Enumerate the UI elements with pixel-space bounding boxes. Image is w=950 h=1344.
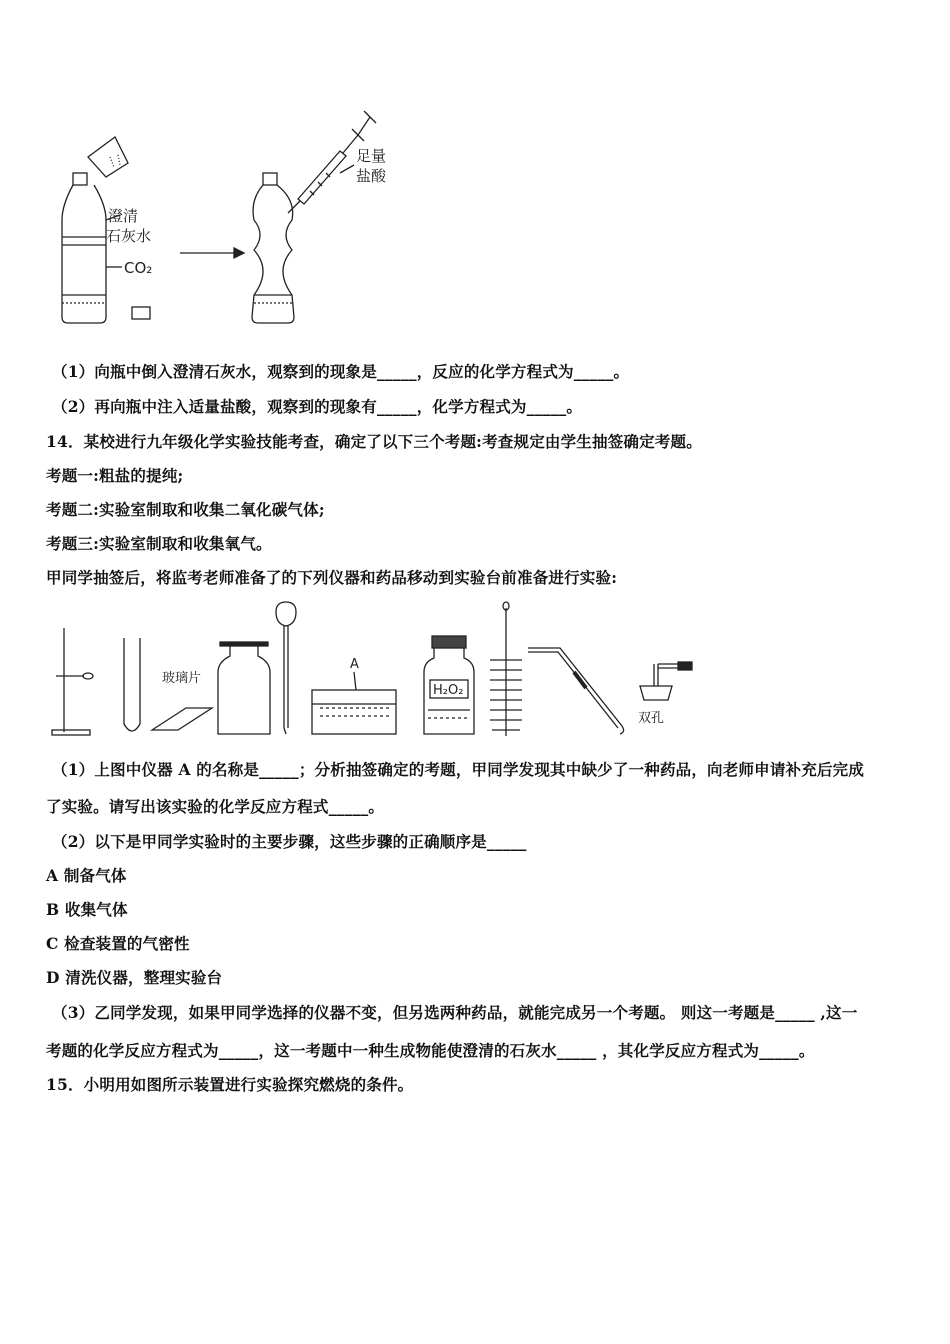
co2-bottle-experiment-figure bbox=[40, 95, 410, 335]
test-tube-brush-icon bbox=[490, 602, 522, 736]
beaker-icon bbox=[88, 137, 128, 177]
double-hole-label: 双孔 bbox=[638, 711, 665, 726]
q14-part1-line1: （1）上图中仪器 A 的名称是_____；分析抽签确定的考题，甲同学发现其中缺少了一种药品，向老师申请补充后完成 bbox=[52, 760, 865, 779]
q14-step-c: C 检查装置的气密性 bbox=[46, 934, 190, 953]
q14-step-b: B 收集气体 bbox=[46, 900, 128, 919]
h2o2-label: H₂O₂ bbox=[433, 683, 464, 698]
arrow-right-icon bbox=[234, 248, 244, 258]
q14-step-d: D 清洗仪器，整理实验台 bbox=[46, 968, 223, 987]
q14-topic2: 考题二:实验室制取和收集二氧化碳气体; bbox=[46, 500, 325, 519]
q14-part1-line2: 了实验。请写出该实验的化学反应方程式_____。 bbox=[46, 797, 385, 816]
q14-part2: （2）以下是甲同学实验时的主要步骤，这些步骤的正确顺序是_____ bbox=[52, 832, 527, 851]
bottle-cap-icon bbox=[132, 307, 150, 319]
limewater-label-2: 石灰水 bbox=[106, 227, 152, 245]
funnel-icon bbox=[276, 602, 296, 734]
q15-stem: 15．小明用如图所示装置进行实验探究燃烧的条件。 bbox=[46, 1075, 414, 1094]
crushed-bottle-icon bbox=[252, 173, 294, 323]
plastic-bottle-icon bbox=[62, 173, 106, 323]
q14-part3-line2: 考题的化学反应方程式为_____，这一考题中一种生成物能使澄清的石灰水_____ ，其化学反应方程式为_____。 bbox=[46, 1041, 815, 1060]
apparatus-figure bbox=[40, 600, 720, 745]
test-tube-icon bbox=[124, 638, 140, 731]
q14-part3-line1: （3）乙同学发现，如果甲同学选择的仪器不变，但另选两种药品，就能完成另一个考题。 则这一考题是_____ ,这一 bbox=[52, 1003, 858, 1022]
co2-label: CO₂ bbox=[124, 259, 153, 277]
q14-intro: 甲同学抽签后，将监考老师准备了的下列仪器和药品移动到实验台前准备进行实验: bbox=[46, 568, 618, 587]
double-hole-stopper-icon bbox=[640, 662, 692, 700]
q14-step-a: A 制备气体 bbox=[46, 866, 127, 885]
water-trough-icon bbox=[312, 672, 396, 734]
glass-slide-icon bbox=[152, 708, 212, 730]
glass-slide-label: 玻璃片 bbox=[162, 671, 202, 686]
acid-label-1: 足量 bbox=[356, 147, 387, 165]
q14-stem: 14．某校进行九年级化学实验技能考查，确定了以下三个考题:考查规定由学生抽签确定考题。 bbox=[46, 432, 702, 451]
acid-label-2: 盐酸 bbox=[356, 167, 387, 185]
q13-part1: （1）向瓶中倒入澄清石灰水，观察到的现象是_____，反应的化学方程式为_____。 bbox=[52, 362, 630, 381]
limewater-label-1: 澄清 bbox=[108, 207, 139, 225]
gas-jar-icon bbox=[218, 642, 270, 734]
iron-stand-icon bbox=[52, 628, 93, 735]
instrument-a-label: A bbox=[350, 657, 359, 672]
q13-part2: （2）再向瓶中注入适量盐酸，观察到的现象有_____，化学方程式为_____。 bbox=[52, 397, 583, 416]
q14-topic1: 考题一:粗盐的提纯; bbox=[46, 466, 184, 485]
q14-topic3: 考题三:实验室制取和收集氧气。 bbox=[46, 534, 272, 553]
delivery-tube-icon bbox=[528, 648, 624, 734]
